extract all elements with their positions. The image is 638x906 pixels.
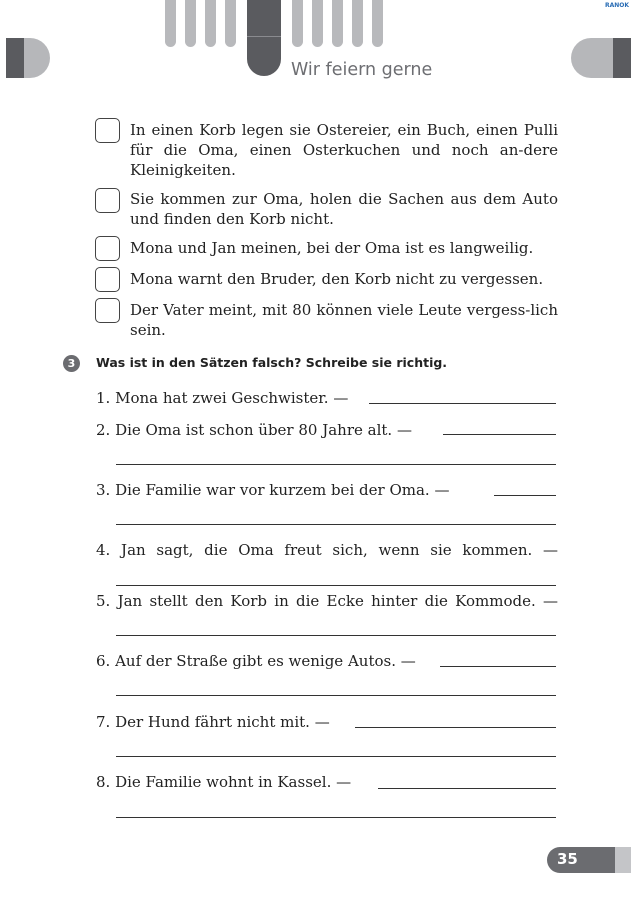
header-stripe — [165, 0, 176, 47]
sentence: 7. Der Hund fährt nicht mit. — — [96, 713, 330, 731]
left-side-tab — [6, 38, 50, 78]
header-stripe — [372, 0, 383, 47]
header-stripe-active — [247, 0, 281, 76]
answer-line[interactable] — [116, 695, 556, 696]
page-number: 35 — [557, 850, 578, 868]
statement-text: Mona und Jan meinen, bei der Oma ist es langweilig. — [130, 239, 534, 257]
answer-line[interactable] — [116, 524, 556, 525]
statement-text: Mona warnt den Bruder, den Korb nicht zu vergessen. — [130, 270, 544, 288]
answer-line[interactable] — [116, 585, 556, 586]
header-stripe — [352, 0, 363, 47]
task-title: Was ist in den Sätzen falsch? Schreibe sie richtig. — [96, 355, 448, 370]
statement-text: In einen Korb legen sie Ostereier, ein Buch, einen Pulli für die Oma, einen Osterkuchen und noch an-dere Kleinigkeiten. — [130, 121, 558, 179]
answer-line[interactable] — [369, 403, 556, 404]
header-stripe — [332, 0, 343, 47]
checkbox[interactable] — [95, 236, 120, 261]
sentence: 2. Die Oma ist schon über 80 Jahre alt. — — [96, 421, 412, 439]
answer-line[interactable] — [116, 756, 556, 757]
sentence: 3. Die Familie war vor kurzem bei der Oma. — — [96, 481, 450, 499]
statement-text: Der Vater meint, mit 80 können viele Leute vergess-lich sein. — [130, 301, 558, 339]
checkbox[interactable] — [95, 118, 120, 143]
answer-line[interactable] — [116, 464, 556, 465]
checkbox[interactable] — [95, 298, 120, 323]
checkbox[interactable] — [95, 188, 120, 213]
publisher-logo: RANOK — [605, 2, 630, 9]
answer-line[interactable] — [443, 434, 556, 435]
header-stripe — [185, 0, 196, 47]
answer-line[interactable] — [494, 495, 556, 496]
statement-text: Sie kommen zur Oma, holen die Sachen aus dem Auto und finden den Korb nicht. — [130, 190, 558, 228]
checkbox[interactable] — [95, 267, 120, 292]
sentence: 1. Mona hat zwei Geschwister. — — [96, 389, 349, 407]
answer-line[interactable] — [116, 635, 556, 636]
header-stripe — [312, 0, 323, 47]
answer-line[interactable] — [355, 727, 556, 728]
answer-line[interactable] — [378, 788, 556, 789]
chapter-title: Wir feiern gerne — [291, 60, 433, 80]
sentence: 8. Die Familie wohnt in Kassel. — — [96, 773, 352, 791]
right-side-tab — [571, 38, 631, 78]
header-stripe — [292, 0, 303, 47]
answer-line[interactable] — [440, 666, 556, 667]
task-number-badge: 3 — [63, 355, 80, 372]
header-stripe — [205, 0, 216, 47]
sentence: 4. Jan sagt, die Oma freut sich, wenn sie kommen. — — [96, 541, 558, 559]
answer-line[interactable] — [116, 817, 556, 818]
sentence: 5. Jan stellt den Korb in die Ecke hinter die Kommode. — — [96, 592, 558, 610]
sentence: 6. Auf der Straße gibt es wenige Autos. — — [96, 652, 416, 670]
header-stripe — [225, 0, 236, 47]
